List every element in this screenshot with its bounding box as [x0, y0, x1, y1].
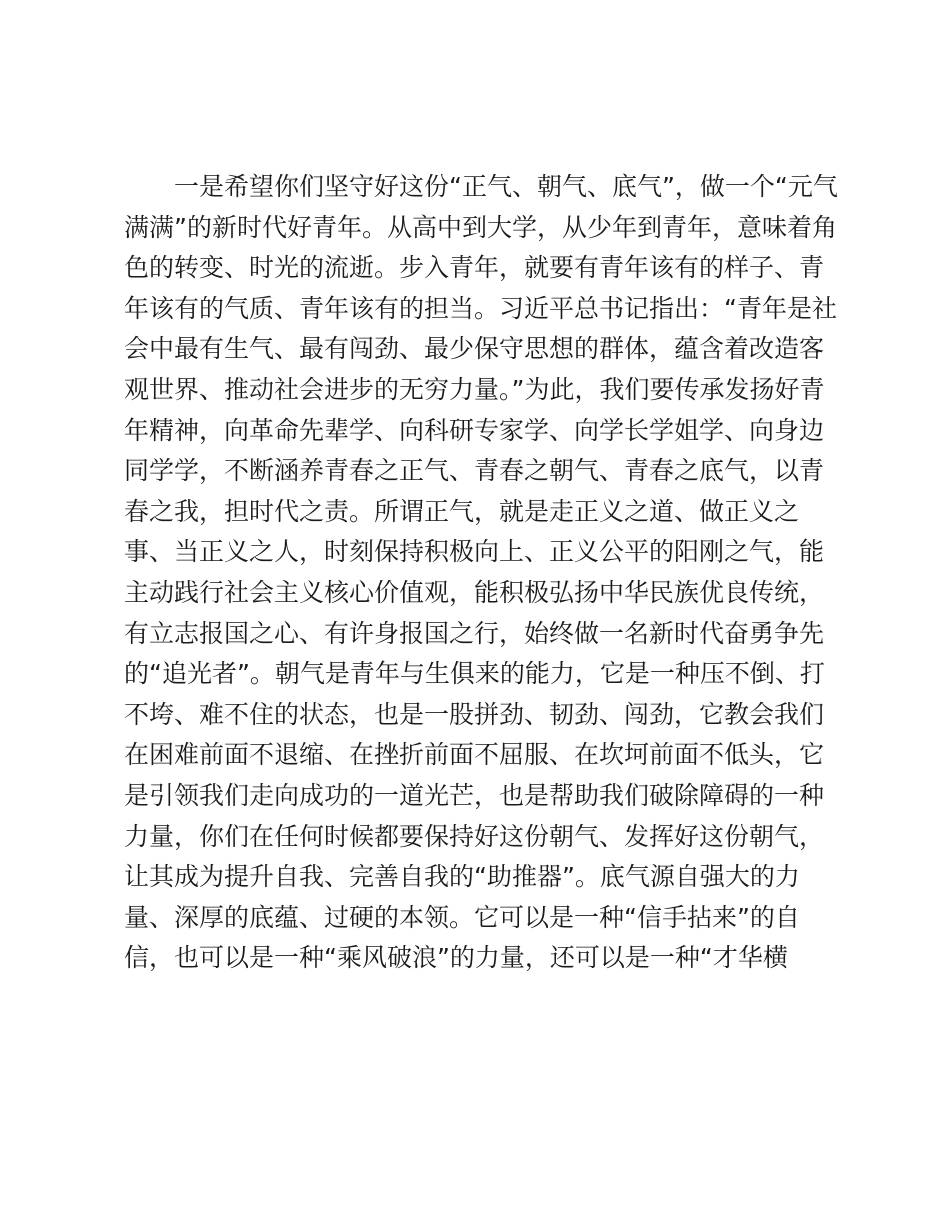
paragraph-line: 让其成为提升自我、完善自我的“助推器”。底气源自强大的力	[124, 862, 800, 892]
paragraph-line: 不垮、难不住的状态，也是一股拼劲、韧劲、闯劲，它教会我们	[124, 699, 825, 729]
paragraph-line: 事、当正义之人，时刻保持积极向上、正义公平的阳刚之气，能	[124, 537, 825, 567]
paragraph-line: 满满”的新时代好青年。从高中到大学，从少年到青年，意味着角	[124, 212, 837, 242]
paragraph-line: 在困难前面不退缩、在挫折前面不屈服、在坎坷前面不低头，它	[124, 740, 825, 770]
paragraph-line: 春之我，担时代之责。所谓正气，就是走正义之道、做正义之	[124, 496, 800, 526]
paragraph-line: 是引领我们走向成功的一道光芒，也是帮助我们破除障碍的一种	[124, 780, 825, 810]
paragraph-line: 有立志报国之心、有许身报国之行，始终做一名新时代奋勇争先	[124, 618, 825, 648]
paragraph-line: 主动践行社会主义核心价值观，能积极弘扬中华民族优良传统，	[124, 577, 825, 607]
body-paragraph	[124, 167, 844, 979]
paragraph-line: 一是希望你们坚守好这份“正气、朝气、底气”，做一个“元气	[174, 172, 838, 201]
paragraph-line: 色的转变、时光的流逝。步入青年，就要有青年该有的样子、青	[124, 253, 825, 283]
paragraph-line: 同学学，不断涵养青春之正气、青春之朝气、青春之底气，以青	[124, 456, 825, 486]
paragraph-line: 年该有的气质、青年该有的担当。习近平总书记指出：“青年是社	[124, 293, 837, 323]
paragraph-line: 观世界、推动社会进步的无穷力量。”为此，我们要传承发扬好青	[124, 374, 825, 404]
paragraph-line: 量、深厚的底蕴、过硬的本领。它可以是一种“信手拈来”的自	[124, 902, 800, 932]
paragraph-line: 年精神，向革命先辈学、向科研专家学、向学长学姐学、向身边	[124, 415, 825, 445]
paragraph-line: 的“追光者”。朝气是青年与生俱来的能力，它是一种压不倒、打	[124, 659, 825, 689]
paragraph-line: 信，也可以是一种“乘风破浪”的力量，还可以是一种“才华横	[124, 943, 788, 973]
paragraph-line: 会中最有生气、最有闯劲、最少保守思想的群体，蕴含着改造客	[124, 334, 825, 364]
paragraph-line: 力量，你们在任何时候都要保持好这份朝气、发挥好这份朝气，	[124, 821, 825, 851]
